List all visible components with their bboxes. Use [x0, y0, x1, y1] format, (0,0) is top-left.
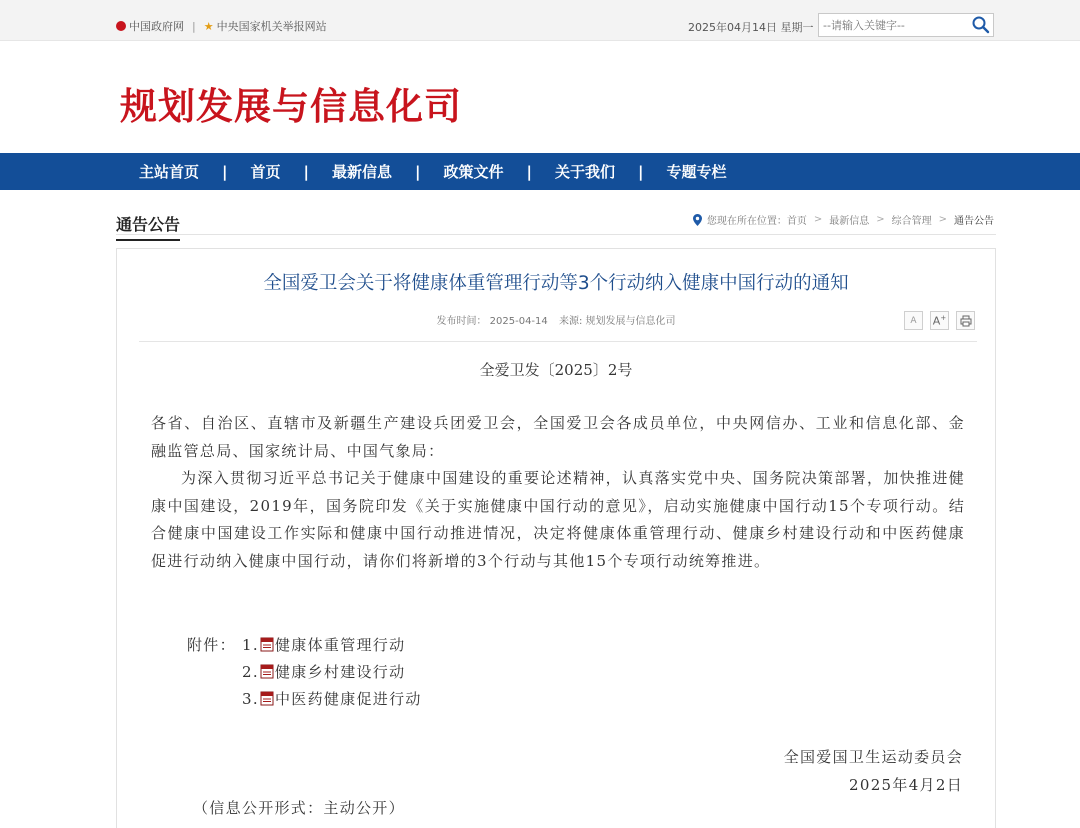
nav-separator-bar: | [415, 162, 421, 181]
nav-separator [632, 163, 649, 181]
gov-site-link-label: 中国政府网 [129, 20, 184, 33]
document-number: 全爱卫发〔2025〕2号 [479, 361, 633, 379]
body-paragraph: 为深入贯彻习近平总书记关于健康中国建设的重要论述精神，认真落实党中央、国务院决策部署，加快推进健康中国建设，2019年，国务院印发《关于实施健康中国行动的意见》，启动实施健康中国行动15个专项行动。结合健康中国建设工作实际和健康中国行动推进情况，决定将健康体重管理行动、健康乡村建设行动和中医药健康促进行动纳入健康中国行动，请你们将新增的3个行动与其他15个专项行动统筹推进。 [151, 469, 965, 570]
attachment-number: 3. [242, 689, 259, 708]
attachment-name: 健康乡村建设行动 [275, 663, 406, 681]
article-source: 来源: 规划发展与信息化司 [558, 316, 676, 327]
section-divider [116, 234, 996, 235]
national-emblem-icon [116, 21, 126, 31]
attachments-label: 附件： [187, 636, 236, 654]
nav-separator-bar: | [222, 162, 228, 181]
publication-form: （信息公开形式：主动公开） [193, 799, 405, 817]
nav-item-policy [427, 161, 521, 182]
main-nav [0, 153, 1080, 190]
nav-item-home [234, 161, 298, 182]
breadcrumb-separator: > [813, 214, 823, 225]
nav-separator [521, 163, 538, 181]
breadcrumb-separator: > [876, 214, 885, 225]
report-site-link[interactable] [204, 18, 327, 34]
signature-block [784, 743, 963, 799]
current-date: 2025年04月14日 星期一 [688, 21, 814, 34]
article-meta [117, 312, 995, 327]
nav-separator-bar: | [638, 162, 644, 181]
font-increase-button[interactable] [930, 311, 949, 330]
signature-org: 全国爱国卫生运动委员会 [783, 748, 963, 766]
nav-separator-bar: | [303, 162, 309, 181]
section-title: 通告公告 [116, 212, 180, 241]
breadcrumb-prefix: 您现在所在位置： [706, 216, 787, 227]
pdf-file-icon [260, 664, 274, 679]
font-increase-letter: A [932, 314, 941, 328]
signature-date: 2025年4月2日 [849, 776, 963, 794]
article-divider [139, 341, 977, 342]
nav-item-latest [315, 161, 409, 182]
star-icon: ★ [203, 19, 214, 33]
article-tools [897, 311, 975, 330]
nav-separator [409, 163, 426, 181]
report-site-link-label: 中央国家机关举报网站 [216, 20, 327, 33]
site-title[interactable]: 规划发展与信息化司 [120, 85, 462, 128]
nav-link-home[interactable]: 首页 [250, 163, 281, 181]
breadcrumb-separator: > [938, 214, 947, 225]
attachment-name: 中医药健康促进行动 [275, 690, 422, 708]
nav-link-about[interactable]: 关于我们 [555, 163, 616, 181]
font-decrease-icon: A [910, 315, 917, 326]
breadcrumb-current: 通告公告 [954, 216, 994, 227]
recipients-paragraph: 各省、自治区、直辖市及新疆生产建设兵团爱卫会，全国爱卫会各成员单位，中央网信办、工业和信息化部、金融监管总局、国家统计局、中国气象局： [151, 414, 965, 460]
search-input[interactable] [823, 17, 969, 33]
breadcrumb-home[interactable]: 首页 [786, 216, 807, 227]
pdf-file-icon [260, 691, 274, 706]
article-title: 全国爱卫会关于将健康体重管理行动等3个行动纳入健康中国行动的通知 [263, 273, 849, 294]
top-utility-bar [0, 0, 1080, 41]
breadcrumb [693, 212, 994, 227]
nav-link-latest[interactable]: 最新信息 [332, 163, 393, 181]
attachment-link[interactable] [260, 634, 405, 655]
search-box [818, 13, 994, 37]
font-increase-icon [933, 314, 946, 328]
article-box [116, 248, 996, 828]
nav-link-main-home[interactable]: 主站首页 [139, 163, 200, 181]
print-button[interactable] [956, 311, 975, 330]
top-utility-inner [116, 0, 996, 41]
publish-time: 发布时间： 2025-04-14 [436, 316, 548, 327]
main-nav-list [122, 153, 744, 190]
nav-separator-bar: | [526, 162, 532, 181]
search-button[interactable] [971, 15, 991, 35]
gov-site-link[interactable] [116, 18, 184, 34]
nav-separator [298, 163, 315, 181]
attachment-link[interactable] [260, 688, 422, 709]
top-links-separator: | [192, 19, 196, 33]
nav-link-policy[interactable]: 政策文件 [443, 163, 504, 181]
font-decrease-button[interactable] [904, 311, 923, 330]
breadcrumb-latest[interactable]: 最新信息 [829, 216, 870, 227]
font-increase-plus: + [940, 313, 947, 322]
nav-link-topics[interactable]: 专题专栏 [666, 163, 727, 181]
top-links [116, 18, 327, 34]
attachment-number: 2. [242, 662, 259, 681]
nav-item-topics [650, 161, 744, 182]
search-icon [971, 15, 991, 35]
pdf-file-icon [260, 637, 274, 652]
attachment-link[interactable] [260, 661, 405, 682]
nav-separator [216, 163, 233, 181]
attachment-item [242, 661, 405, 682]
breadcrumb-general-admin[interactable]: 综合管理 [891, 216, 932, 227]
attachment-item [242, 634, 405, 655]
location-pin-icon [693, 214, 702, 226]
attachment-number: 1. [242, 635, 259, 654]
printer-icon [960, 315, 972, 327]
nav-item-about [538, 161, 632, 182]
attachment-item [242, 688, 422, 709]
nav-item-main-home [122, 161, 216, 182]
attachment-name: 健康体重管理行动 [275, 636, 406, 654]
